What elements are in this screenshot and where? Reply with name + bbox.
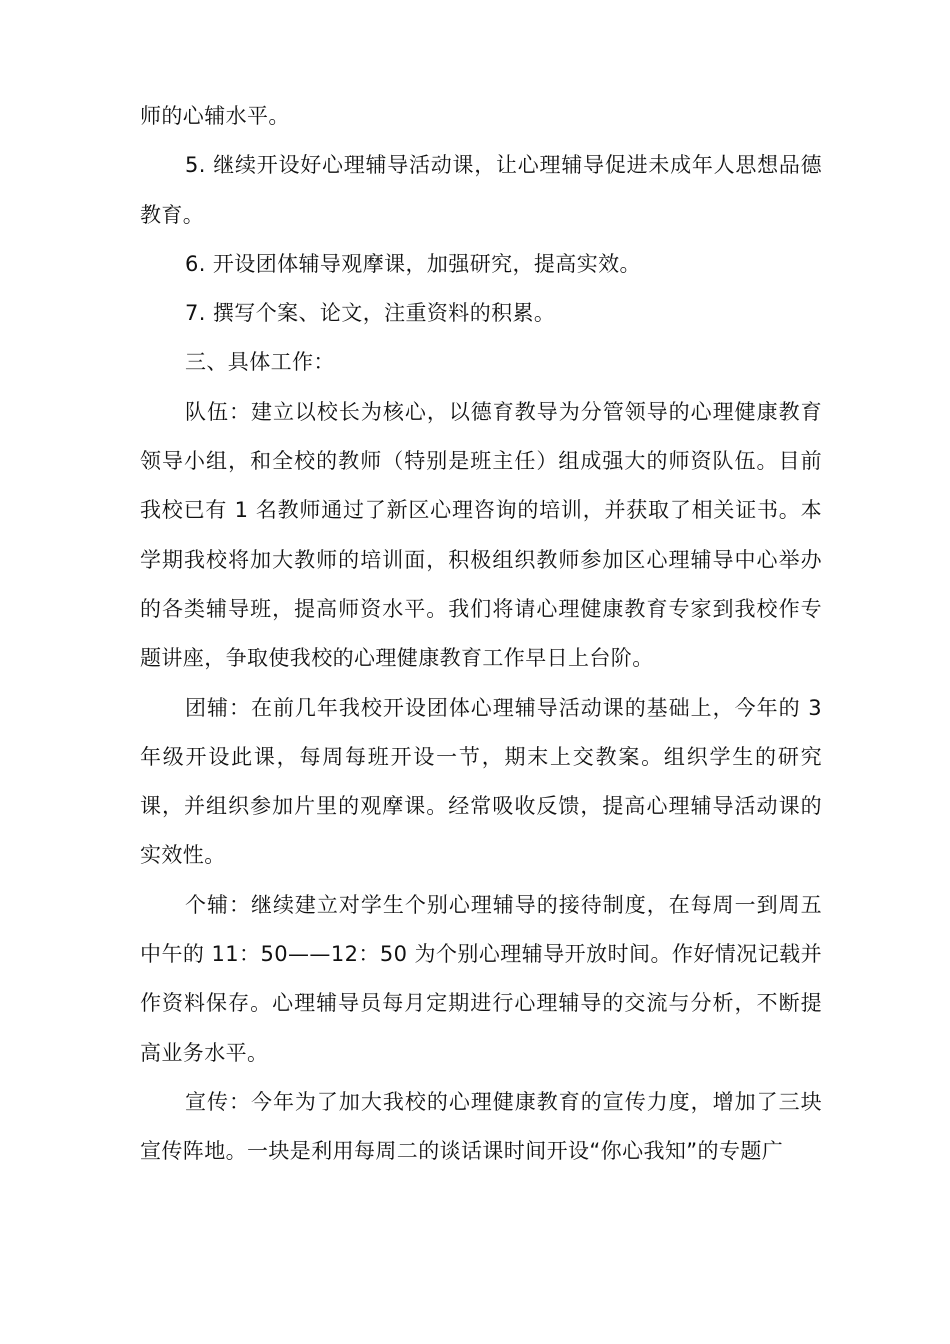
paragraph-2: 5. 继续开设好心理辅导活动课，让心理辅导促进未成年人思想品德教育。 (140, 153, 822, 227)
document-body (140, 92, 822, 1177)
paragraph-group-counseling: 团辅：在前几年我校开设团体心理辅导活动课的基础上，今年的 3 年级开设此课，每周每班开设一节，期末上交教案。组织学生的研究课，并组织参加片里的观摩课。经常吸收反馈，提高心理辅导活动课的实效性。 (140, 695, 822, 868)
paragraph-1: 师的心辅水平。 (140, 104, 290, 128)
section-heading-3: 三、具体工作： (185, 350, 335, 375)
paragraph-individual-counseling: 个辅：继续建立对学生个别心理辅导的接待制度，在每周一到周五中午的 11：50——12：50 为个别心理辅导开放时间。作好情况记载并作资料保存。心理辅导员每月定期进行心理辅导的交流与分析，不断提高业务水平。 (140, 892, 822, 1065)
paragraph-4: 7. 撰写个案、论文，注重资料的积累。 (185, 301, 556, 326)
paragraph-team: 队伍：建立以校长为核心，以德育教导为分管领导的心理健康教育领导小组，和全校的教师（特别是班主任）组成强大的师资队伍。目前我校已有 1 名教师通过了新区心理咨询的培训，并获取了相关证书。本学期我校将加大教师的培训面，积极组织教师参加区心理辅导中心举办的各类辅导班，提高师资水平。我们将请心理健康教育专家到我校作专题讲座，争取使我校的心理健康教育工作早日上台阶。 (140, 399, 822, 671)
paragraph-publicity: 宣传：今年为了加大我校的心理健康教育的宣传力度，增加了三块宣传阵地。一块是利用每周二的谈话课时间开设“你心我知”的专题广 (140, 1089, 822, 1164)
paragraph-3: 6. 开设团体辅导观摩课，加强研究，提高实效。 (185, 251, 641, 276)
